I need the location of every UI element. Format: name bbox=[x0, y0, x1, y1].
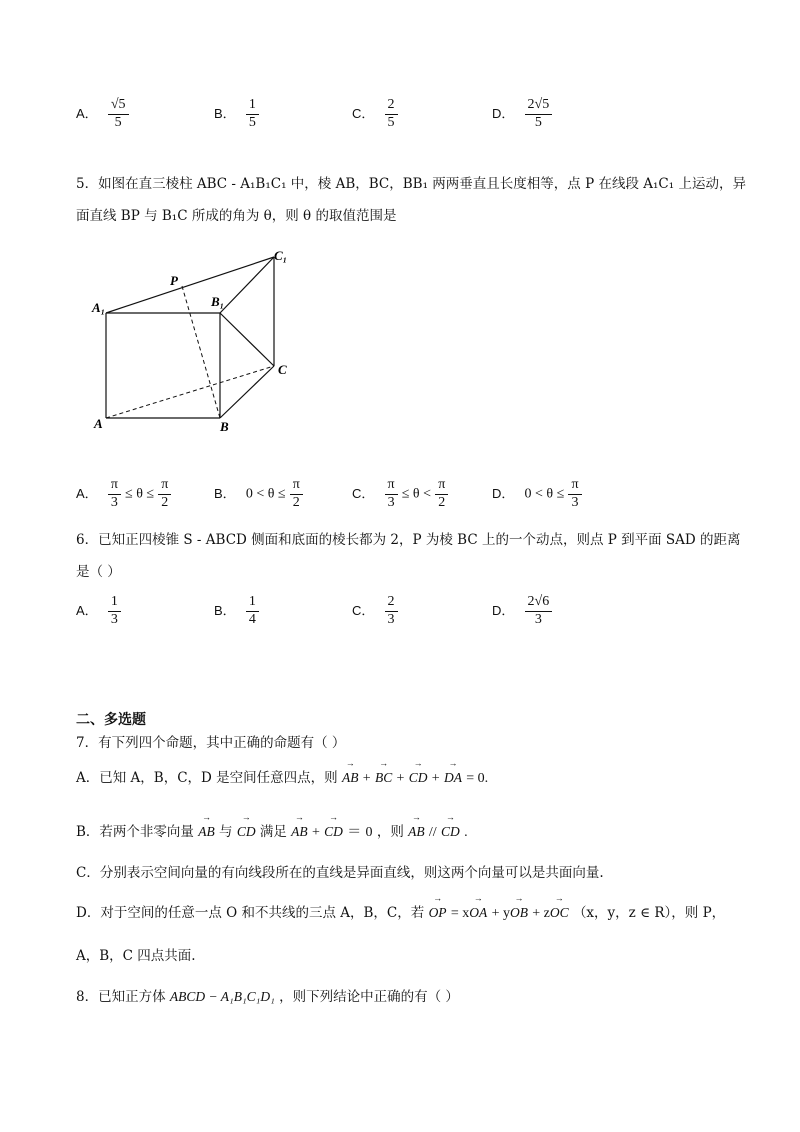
q6-option-c: C． $\frac{2}{3}$ bbox=[352, 595, 398, 627]
edge-b1c bbox=[220, 313, 274, 366]
label-b: B bbox=[220, 419, 229, 434]
fraction: $\frac{2}{5}$ bbox=[385, 98, 398, 130]
q6-option-d: D． $\frac{2√6}{3}$ bbox=[492, 595, 552, 627]
q4-option-c: C． $\frac{2}{5}$ bbox=[352, 98, 398, 130]
q6-option-b: B． $\frac{1}{4}$ bbox=[214, 595, 259, 627]
q5-stem-line2: 面直线 BP 与 B₁C 所成的角为 θ，则 θ 的取值范围是 bbox=[76, 208, 397, 224]
label-a1: A₁ bbox=[92, 300, 106, 315]
q5-option-c: C． $\frac{\pi}{3}$ ≤ θ < $\frac{\pi}{2}$ bbox=[352, 478, 448, 510]
q4-option-d: D． $\frac{2√5}{5}$ bbox=[492, 98, 552, 130]
label-c: C bbox=[278, 362, 287, 377]
q6-option-a: A． $\frac{1}{3}$ bbox=[76, 595, 121, 627]
fraction: $\frac{\pi}{2}$ bbox=[158, 478, 171, 510]
fraction: $\frac{\pi}{3}$ bbox=[568, 478, 581, 510]
fraction: $\frac{2}{3}$ bbox=[385, 595, 398, 627]
q7-option-a: A．已知 A，B，C，D 是空间任意四点，则 → AB + → BC + → CD + → DA = 0. bbox=[76, 766, 488, 787]
q7-stem: 7．有下列四个命题，其中正确的命题有（ ） bbox=[76, 735, 346, 751]
q4-option-a: A． $\frac{√5}{5}$ bbox=[76, 98, 129, 130]
fraction: $\frac{\pi}{2}$ bbox=[435, 478, 448, 510]
q6-stem-line1: 6．已知正四棱锥 S - ABCD 侧面和底面的棱长都为 2，P 为棱 BC 上的一个动点，则点 P 到平面 SAD 的距离 bbox=[76, 532, 741, 548]
fraction: $\frac{\pi}{3}$ bbox=[108, 478, 121, 510]
fraction: $\frac{1}{3}$ bbox=[108, 595, 121, 627]
fraction: $\frac{\pi}{2}$ bbox=[290, 478, 303, 510]
fraction: $\frac{√5}{5}$ bbox=[108, 98, 129, 130]
q5-option-d: D． 0 < θ ≤ $\frac{\pi}{3}$ bbox=[492, 478, 582, 510]
fraction: $\frac{2√6}{3}$ bbox=[525, 595, 553, 627]
edge-ac-hidden bbox=[106, 366, 274, 418]
q5-option-b: B． 0 < θ ≤ $\frac{\pi}{2}$ bbox=[214, 478, 303, 510]
q7-option-b: B．若两个非零向量 → AB 与 → CD 满足 → AB + → CD ＝ 0 ，则 → AB // → CD . bbox=[76, 820, 468, 841]
fraction: $\frac{1}{5}$ bbox=[246, 98, 259, 130]
label-p: P bbox=[170, 273, 178, 288]
fraction: $\frac{1}{4}$ bbox=[246, 595, 259, 627]
fraction: $\frac{\pi}{3}$ bbox=[385, 478, 398, 510]
label-b1: B₁ bbox=[211, 294, 225, 309]
q7-option-d-line2: A，B，C 四点共面. bbox=[76, 948, 196, 964]
label-a: A bbox=[94, 416, 103, 431]
q5-stem-line1: 5．如图在直三棱柱 ABC - A₁B₁C₁ 中，棱 AB，BC，BB₁ 两两垂直且长度相等，点 P 在线段 A₁C₁ 上运动，异 bbox=[76, 176, 746, 192]
q4-option-b: B． $\frac{1}{5}$ bbox=[214, 98, 259, 130]
label-c1: C₁ bbox=[274, 248, 288, 263]
q8-stem: 8．已知正方体 ABCD − A₁B₁C₁D₁ ，则下列结论中正确的有（ ） bbox=[76, 989, 459, 1005]
q5-option-a: A． $\frac{\pi}{3}$ ≤ θ ≤ $\frac{\pi}{2}$ bbox=[76, 478, 171, 510]
q6-stem-line2: 是（ ） bbox=[76, 564, 121, 580]
q7-option-d-line1: D．对于空间的任意一点 O 和不共线的三点 A，B，C，若 → OP = x→ OA + y→ OB + z→ OC （x，y，z ∈ R），则 P， bbox=[76, 901, 725, 922]
q7-option-c: C．分别表示空间向量的有向线段所在的直线是异面直线，则这两个向量可以是共面向量. bbox=[76, 865, 604, 881]
section-title-multi-choice: 二、多选题 bbox=[76, 711, 146, 727]
fraction: $\frac{2√5}{5}$ bbox=[525, 98, 553, 130]
prism-figure bbox=[90, 248, 310, 438]
edge-bc bbox=[220, 366, 274, 418]
edge-a1c1 bbox=[106, 257, 274, 313]
